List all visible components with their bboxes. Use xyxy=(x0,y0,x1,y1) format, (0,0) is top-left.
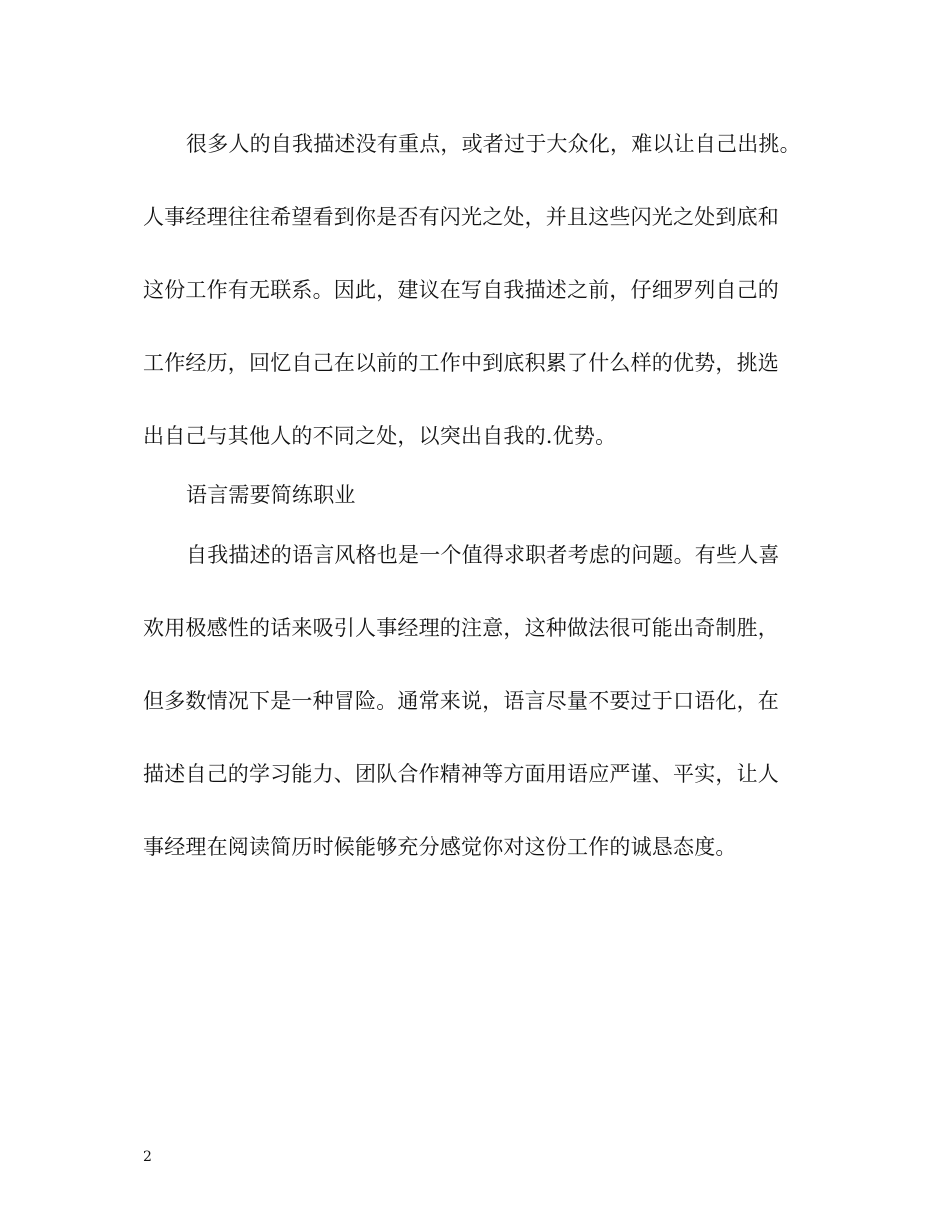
paragraph-2-line-1: 自我描述的语言风格也是一个值得求职者考虑的问题。有些人喜 xyxy=(186,543,780,567)
paragraph-2-line-2: 欢用极感性的话来吸引人事经理的注意，这种做法很可能出奇制胜， xyxy=(143,616,779,640)
paragraph-1-line-1: 很多人的自我描述没有重点，或者过于大众化，难以让自己出挑。 xyxy=(186,132,801,156)
paragraph-1-line-5: 出自己与其他人的不同之处，以突出自我的.优势。 xyxy=(143,424,617,448)
section-heading: 语言需要简练职业 xyxy=(186,483,356,507)
page-number: 2 xyxy=(143,1149,152,1165)
paragraph-2-line-5: 事经理在阅读简历时候能够充分感觉你对这份工作的诚恳态度。 xyxy=(143,835,737,859)
paragraph-2-line-3: 但多数情况下是一种冒险。通常来说，语言尽量不要过于口语化，在 xyxy=(143,689,779,713)
paragraph-1-line-4: 工作经历，回忆自己在以前的工作中到底积累了什么样的优势，挑选 xyxy=(143,351,779,375)
paragraph-2-line-4: 描述自己的学习能力、团队合作精神等方面用语应严谨、平实，让人 xyxy=(143,762,779,786)
paragraph-1-line-2: 人事经理往往希望看到你是否有闪光之处，并且这些闪光之处到底和 xyxy=(143,205,779,229)
paragraph-1-line-3: 这份工作有无联系。因此，建议在写自我描述之前，仔细罗列自己的 xyxy=(143,278,779,302)
